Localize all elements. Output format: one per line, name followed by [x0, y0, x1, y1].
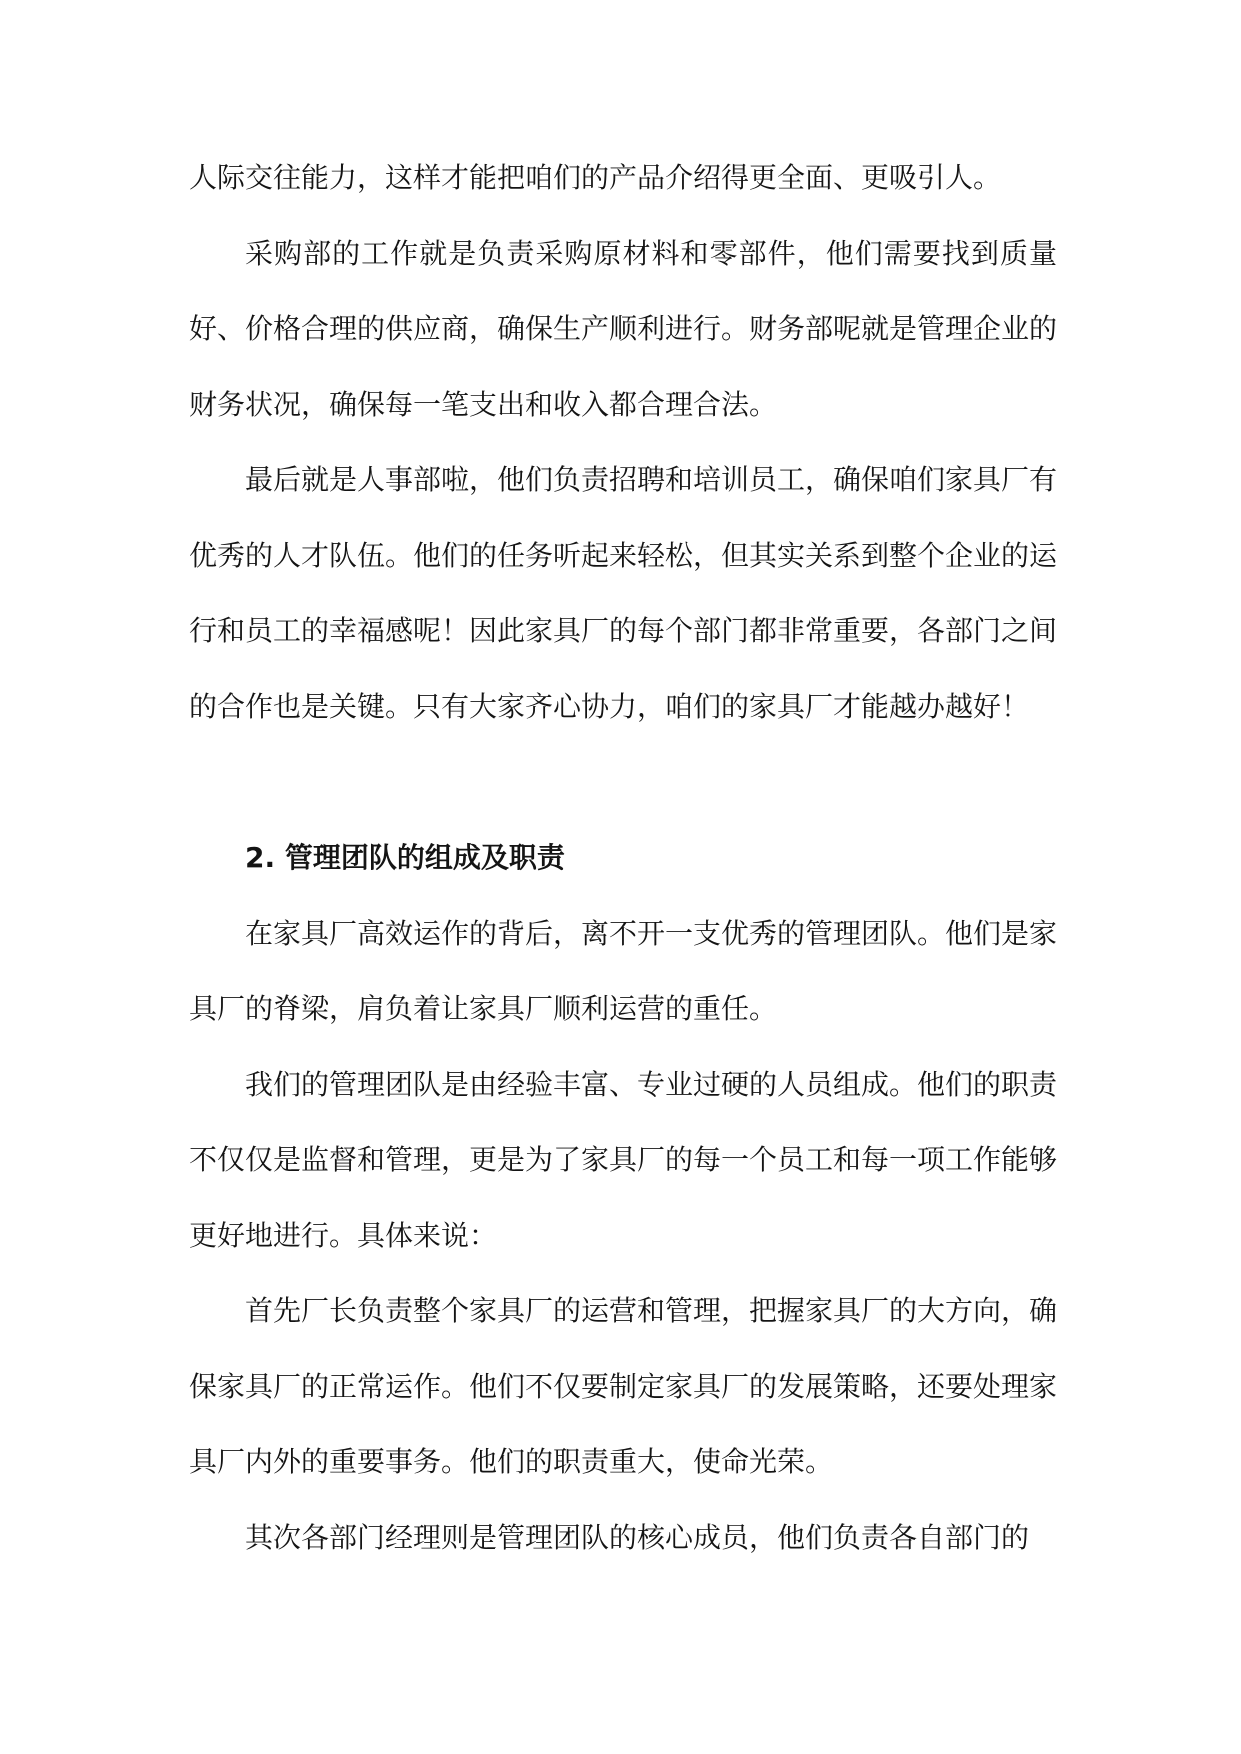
paragraph-factory-director: 首先厂长负责整个家具厂的运营和管理，把握家具厂的大方向，确保家具厂的正常运作。他们不仅要制定家具厂的发展策略，还要处理家具厂内外的重要事务。他们的职责重大，使命光荣。 [189, 1294, 1058, 1478]
paragraph-continued: 人际交往能力，这样才能把咱们的产品介绍得更全面、更吸引人。 [189, 161, 1002, 194]
section-heading: 2. 管理团队的组成及职责 [245, 841, 565, 874]
paragraph-procurement-finance: 采购部的工作就是负责采购原材料和零部件，他们需要找到质量好、价格合理的供应商，确保生产顺利进行。财务部呢就是管理企业的财务状况，确保每一笔支出和收入都合理合法。 [189, 236, 1058, 421]
document-body [189, 140, 1057, 1575]
paragraph-hr: 最后就是人事部啦，他们负责招聘和培训员工，确保咱们家具厂有优秀的人才队伍。他们的任务听起来轻松，但其实关系到整个企业的运行和员工的幸福感呢！因此家具厂的每个部门都非常重要，各部门之间的合作也是关键。只有大家齐心协力，咱们的家具厂才能越办越好！ [189, 463, 1058, 723]
paragraph-management-intro: 在家具厂高效运作的背后，离不开一支优秀的管理团队。他们是家具厂的脊梁，肩负着让家具厂顺利运营的重任。 [189, 916, 1058, 1025]
paragraph-management-team: 我们的管理团队是由经验丰富、专业过硬的人员组成。他们的职责不仅仅是监督和管理，更是为了家具厂的每一个员工和每一项工作能够更好地进行。具体来说： [189, 1067, 1058, 1252]
paragraph-department-managers: 其次各部门经理则是管理团队的核心成员，他们负责各自部门的 [245, 1520, 1030, 1554]
